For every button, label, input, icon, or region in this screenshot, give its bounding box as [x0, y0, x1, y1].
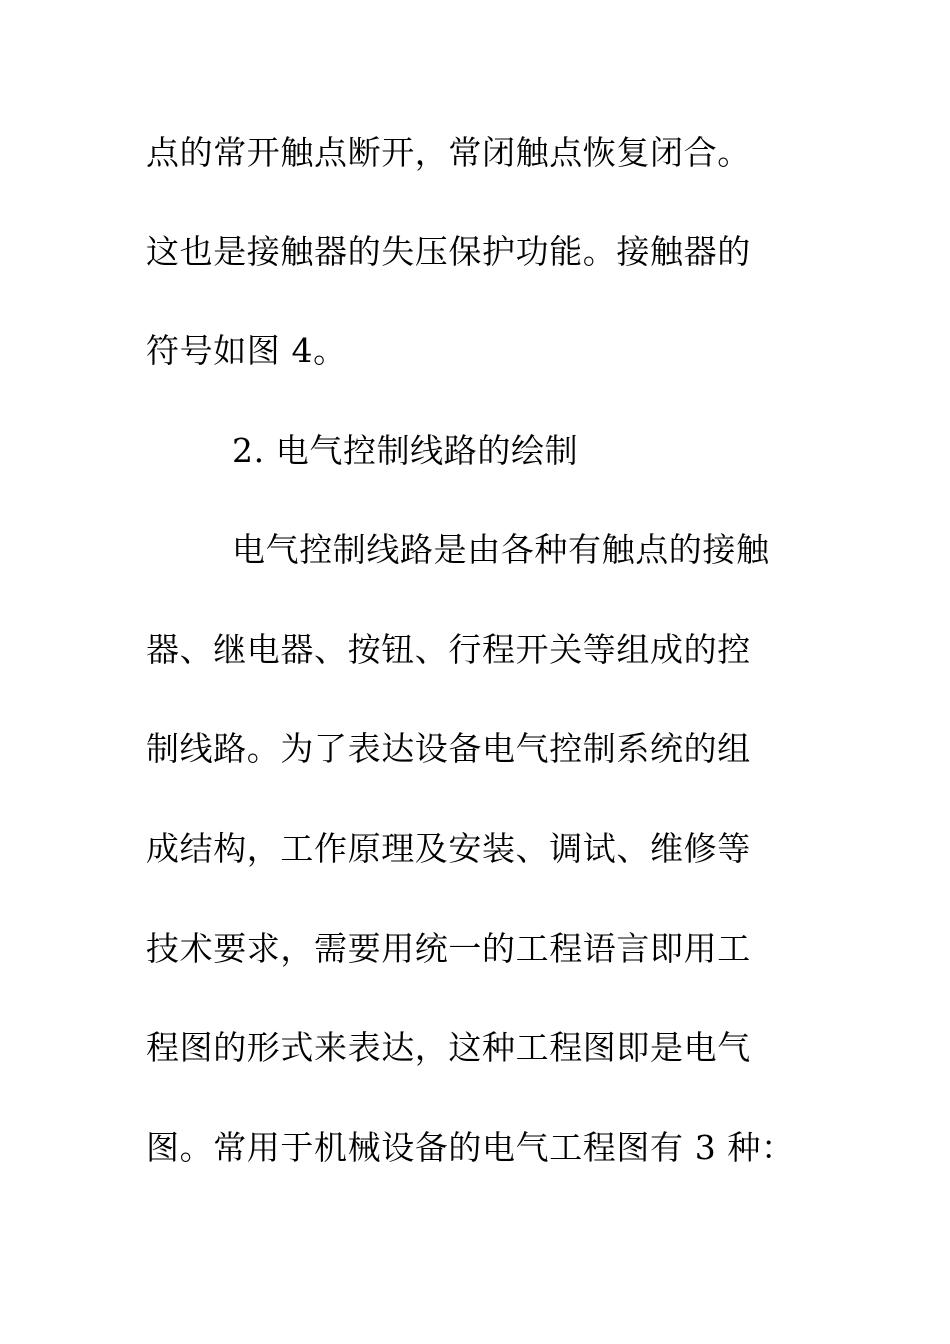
section-heading: 2. 电气控制线路的绘制 — [232, 431, 579, 470]
text-line: 程图的形式来表达，这种工程图即是电气 — [146, 1028, 751, 1067]
text-line: 这也是接触器的失压保护功能。接触器的 — [146, 232, 751, 271]
text-line: 制线路。为了表达设备电气控制系统的组 — [146, 729, 751, 768]
text-line: 图。常用于机械设备的电气工程图有 3 种： — [146, 1128, 795, 1167]
paragraph-first-line: 电气控制线路是由各种有触点的接触 — [232, 530, 770, 569]
text-line: 成结构，工作原理及安装、调试、维修等 — [146, 829, 751, 868]
text-line: 器、继电器、按钮、行程开关等组成的控 — [146, 630, 751, 669]
text-line: 技术要求，需要用统一的工程语言即用工 — [146, 929, 751, 968]
text-line: 符号如图 4。 — [146, 331, 347, 370]
text-line: 点的常开触点断开，常闭触点恢复闭合。 — [146, 133, 751, 172]
